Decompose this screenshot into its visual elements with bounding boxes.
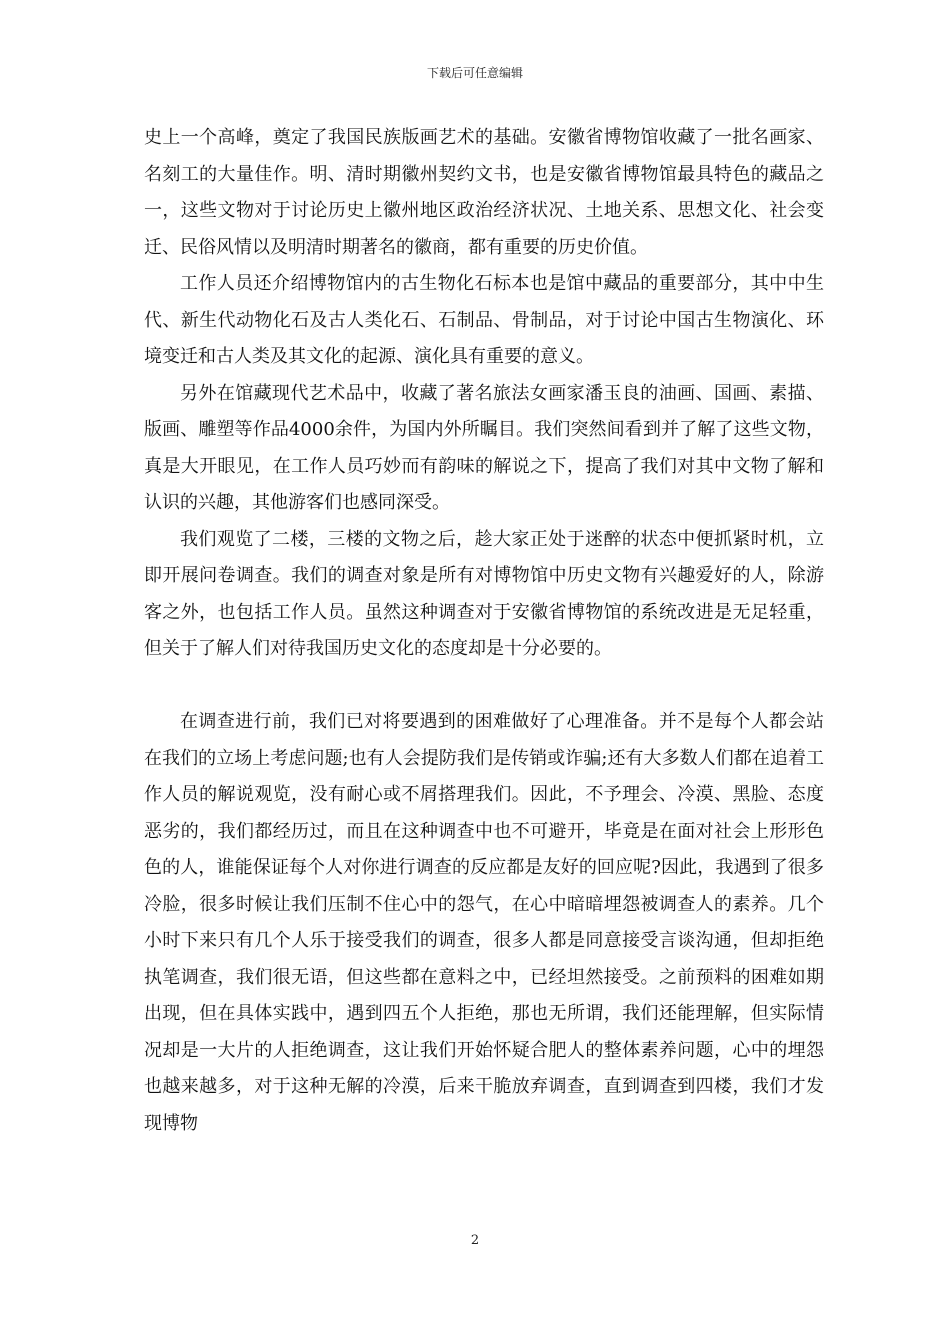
paragraph-spacer (144, 668, 824, 705)
paragraph-3: 另外在馆藏现代艺术品中，收藏了著名旅法女画家潘玉良的油画、国画、素描、版画、雕塑等作品4000余件，为国内外所瞩目。我们突然间看到并了解了这些文物，真是大开眼见，在工作人员巧妙而有韵味的解说之下，提高了我们对其中文物了解和认识的兴趣，其他游客们也感同深受。 (144, 382, 824, 513)
document-body (144, 120, 824, 1142)
paragraph-4: 我们观览了二楼，三楼的文物之后，趁大家正处于迷醉的状态中便抓紧时机，立即开展问卷调查。我们的调查对象是所有对博物馆中历史文物有兴趣爱好的人，除游客之外，也包括工作人员。虽然这种调查对于安徽省博物馆的系统改进是无足轻重，但关于了解人们对待我国历史文化的态度却是十分必要的。 (144, 528, 824, 659)
paragraph-1: 史上一个高峰，奠定了我国民族版画艺术的基础。安徽省博物馆收藏了一批名画家、名刻工的大量佳作。明、清时期徽州契约文书，也是安徽省博物馆最具特色的藏品之一，这些文物对于讨论历史上徽州地区政治经济状况、土地关系、思想文化、社会变迁、民俗风情以及明清时期著名的徽商，都有重要的历史价值。 (144, 127, 824, 258)
page-header: 下载后可任意编辑 (426, 66, 523, 80)
paragraph-5: 在调查进行前，我们已对将要遇到的困难做好了心理准备。并不是每个人都会站在我们的立场上考虑问题;也有人会提防我们是传销或诈骗;还有大多数人们都在追着工作人员的解说观览，没有耐心或不屑搭理我们。因此，不予理会、冷漠、黑脸、态度恶劣的，我们都经历过，而且在这种调查中也不可避开，毕竟是在面对社会上形形色色的人，谁能保证每个人对你进行调查的反应都是友好的回应呢?因此，我遇到了很多冷脸，很多时候让我们压制不住心中的怨气，在心中暗暗埋怨被调查人的素养。几个小时下来只有几个人乐于接受我们的调查，很多人都是同意接受言谈沟通，但却拒绝执笔调查，我们很无语，但这些都在意料之中，已经坦然接受。之前预料的困难如期出现，但在具体实践中，遇到四五个人拒绝，那也无所谓，我们还能理解，但实际情况却是一大片的人拒绝调查，这让我们开始怀疑合肥人的整体素养问题，心中的埋怨也越来越多，对于这种无解的冷漠，后来干脆放弃调查，直到调查到四楼，我们才发现博物 (144, 711, 824, 1134)
paragraph-2: 工作人员还介绍博物馆内的古生物化石标本也是馆中藏品的重要部分，其中中生代、新生代动物化石及古人类化石、石制品、骨制品，对于讨论中国古生物演化、环境变迁和古人类及其文化的起源、演化具有重要的意义。 (144, 273, 824, 367)
page-number: 2 (470, 1233, 480, 1248)
